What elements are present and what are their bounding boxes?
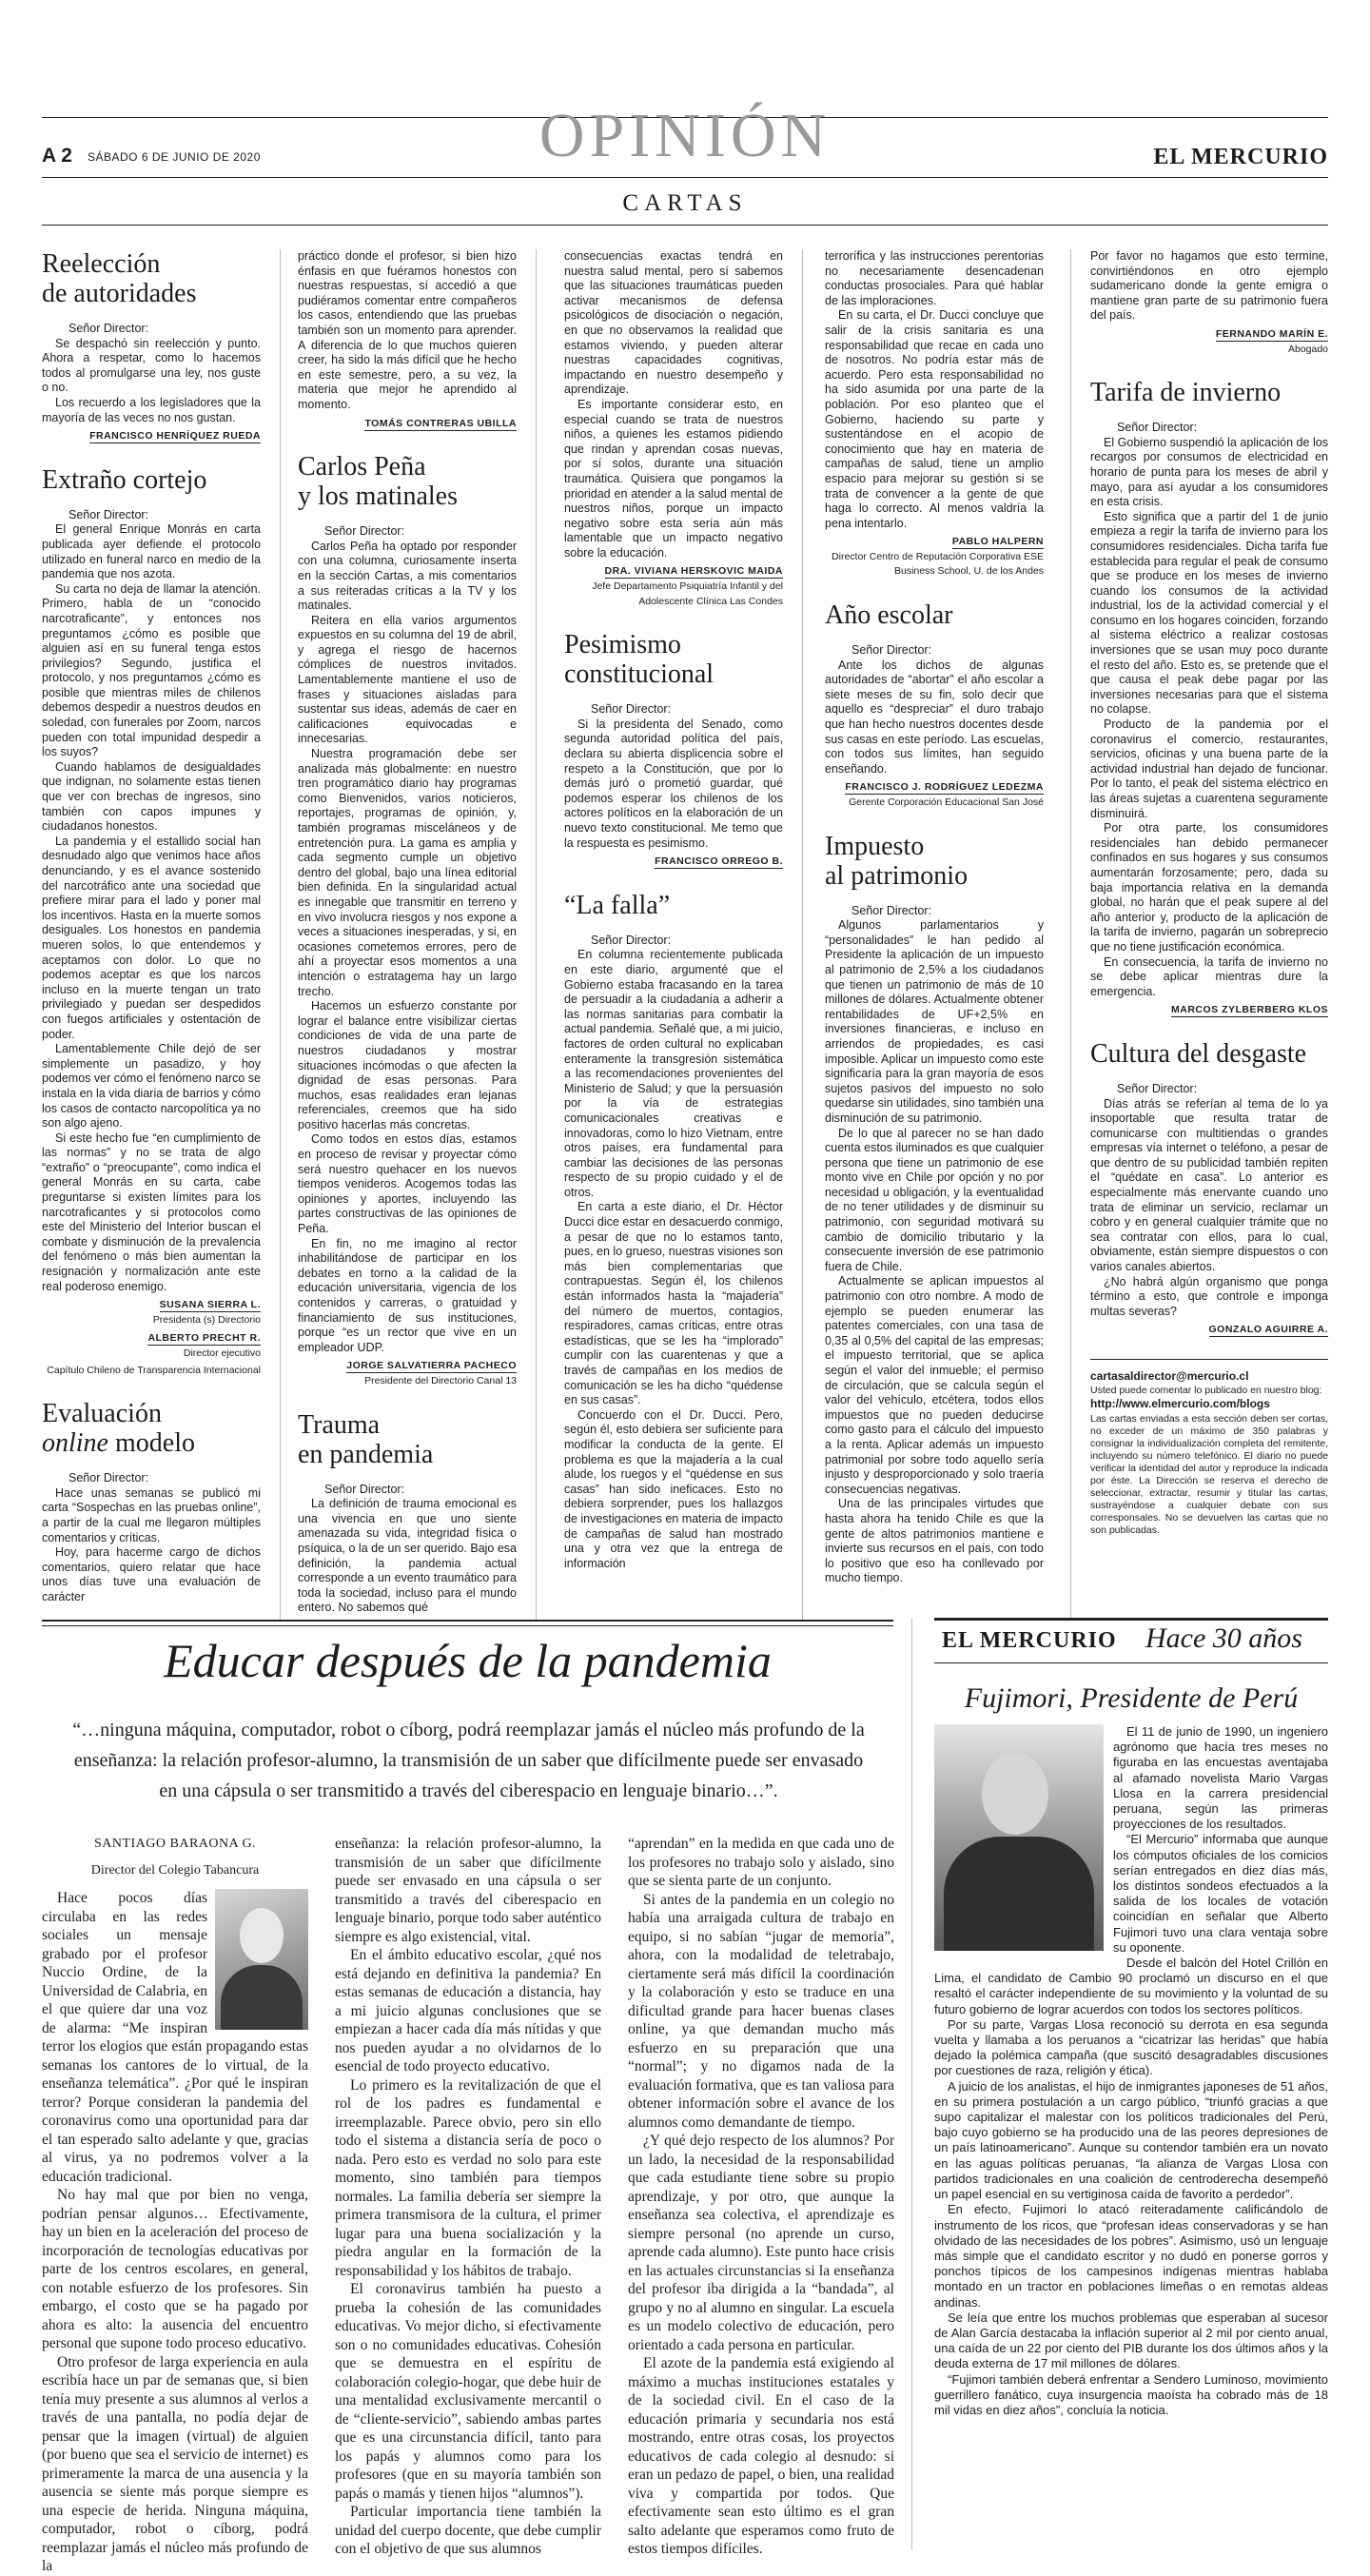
letter-title: Reelección de autoridades	[42, 249, 197, 308]
letter-title: Impuesto al patrimonio	[825, 831, 969, 891]
letter-signature: FRANCISCO ORREGO B.	[655, 855, 783, 868]
letter-salute: Señor Director:	[68, 507, 149, 521]
hace-paragraph: Se leía que entre los muchos problemas que esperaban al sucesor de Alan García destacaba la inflación superior al 2 mil por ciento anual, una caída de un 22 por ciento del PIB durante los dos últimos años y la deuda externa de 17 mil millones de dólares.	[934, 2310, 1328, 2371]
contact-box	[1090, 1369, 1328, 1537]
page-number: A 2	[42, 145, 72, 167]
page-date: SÁBADO 6 DE JUNIO DE 2020	[88, 150, 261, 164]
fujimori-photo	[934, 1724, 1104, 1951]
letter-extrano	[42, 465, 261, 1378]
letter-paragraph: En su carta, el Dr. Ducci concluye que salir de la crisis sanitaria es una responsabilidad que recae en cada uno de nosotros. No podría estar más de acuerdo. Pero esta responsabilidad no ha sido asumida por una parte de la población. Por eso planteo que el Gobierno, haciendo su parte y sustentándose en el acopio de conocimiento que hay en materia de campañas de salud, tiene un amplio espacio para mejorar su gestión si se trata de convencer a la gente de que haga lo correcto. Al menos valdría la pena intentarlo.	[825, 308, 1044, 530]
letters-column-5	[1090, 249, 1328, 1537]
contact-email[interactable]: cartasaldirector@mercurio.cl	[1090, 1369, 1249, 1383]
letter-paragraph: consecuencias exactas tendrá en nuestra salud mental, pero sí sabemos que las situaciones traumáticas pueden activar mecanismos de defensa psicológicos de disociación o negación, en que no observamos la realidad que estamos viviendo, y pueden alterar nuestras capacidades cognitivas, impactando en nuestro desempeño y aprendizaje.	[564, 249, 783, 397]
letter-pena	[298, 452, 517, 1388]
hace-text	[934, 1724, 1328, 2418]
letter-role: Abogado	[1287, 343, 1328, 355]
letter-paragraph: Algunos parlamentarios y “personalidades” le han pedido al Presidente la aplicación de un impuesto al patrimonio de 2,5% a los ciudadanos que tienen un patrimonio de más de 10 millones de dólares. Actualmente obtener rentabilidades de UF+2,5% en inversiones financieras, e incluso en arriendos de propiedades, es casi imposible. Aplicar un impuesto como este significaría para la gran mayoría de esos sujetos pasivos del impuesto no solo quedarse sin utilidades, sino también una disminución de su patrimonio.	[825, 918, 1045, 1125]
hace-paragraph: El 11 de junio de 1990, un ingeniero agrónomo que hacía tres meses no figuraba en las encuestas aventajaba al afamado novelista Mario Vargas Llosa en la carrera presidencial peruana, según las primeras proyecciones de los resultados.	[1113, 1724, 1328, 1832]
letter-paragraph: En carta a este diario, el Dr. Héctor Ducci dice estar en desacuerdo conmigo, a pesar de que no lo estamos tanto, pues, en lo grueso, nuestras visiones son más bien complementarias que contrapuestas. Según él, los chilenos están informados hasta la “majadería” del número de muertos, contagios, respiradores, camas críticas, entre otras estadísticas, que se les ha “implorado” cumplir con las cuarentenas y que a través de campañas en los medios de comunicación se les ha dicho “quédense en sus casas”.	[564, 1200, 783, 1407]
letter-paragraph: Es importante considerar esto, en especial cuando se trata de nuestros niños, a quienes les estamos pidiendo que rindan y aprendan cosas nuevas, por sí solos, durante una situación traumática. Quisiera que pongamos la prioridad en atender a la salud mental de nuestros niños, porque un impacto negativo sobre esta sería aún más lamentable que un impacto negativo sobre la educación.	[564, 397, 783, 560]
letter-paragraph: Si este hecho fue “en cumplimiento de las normas” y no se trata de algo “extraño” o “preocupante”, como indica el general Monrás en su carta, cabe preguntarse si existen límites para los narcotraficantes y si protocolos como este del Ministerio del Interior buscan el combate y disminución de la prevalencia del fenómeno o más bien aumentan la resignación y normalización ante este real poderoso enemigo.	[42, 1131, 261, 1293]
letter-salute: Señor Director:	[591, 702, 672, 717]
letter-salute: Señor Director:	[1117, 421, 1198, 435]
letters-column-4	[825, 249, 1044, 1607]
photo-body	[221, 1965, 303, 2030]
hace-paragraph: “El Mercurio” informaba que aunque los cómputos oficiales de los comicios serían entregados en diez días más, los distintos sondeos efectuados a la salida de los locales de votación coincidían en señalar que Alberto Fujimori tuvo una clara ventaja sobre su oponente.	[1113, 1832, 1328, 1955]
letter-paragraph: terrorífica y las instrucciones perentorias no necesariamente desencadenan conductas prosociales. Para qué hablar de las imploraciones.	[825, 249, 1044, 307]
editorial-paragraph: ¿Y qué dejo respecto de los alumnos? Por un lado, la necesidad de la responsabilidad que cada estudiante tiene sobre su propio aprendizaje, y por otro, que aunque la enseñanza sea colectiva, el aprendizaje es siempre personal (no aprende un curso, aprende cada alumno). Este punto hace crisis en las actuales circunstancias si la enseñanza del profesor iba dirigida a la “bandada”, al grupo y no al alumno en singular. La escuela es un modelo colectivo de educación, pero orientado a cada persona en particular.	[628, 2133, 894, 2353]
letter-paragraph: Carlos Peña ha optado por responder con una columna, curiosamente inserta en la sección Cartas, a mis comentarios a sus reiteradas críticas a la TV y los matinales.	[298, 539, 517, 613]
letter-cultura	[1090, 1039, 1328, 1338]
contact-rule	[1090, 1359, 1328, 1360]
letter-signature: GONZALO AGUIRRE A.	[1208, 1324, 1328, 1336]
letter-evaluacion-continued	[298, 249, 517, 431]
letter-paragraph: práctico donde el profesor, si bien hizo énfasis en que fuéramos honestos con nuestras respuestas, sí accedió a que pudiéramos comentar entre compañeros los casos, entendiendo que las pruebas también son un momento para aprender. A diferencia de lo que muchos quieren creer, ha sido la más difícil que he hecho en este semestre, pero, a su vez, la materia que mejor he aprendido al momento.	[298, 249, 517, 411]
letter-paragraph: La definición de trauma emocional es una vivencia en que uno siente amenazada su vida, integridad física o psíquica, o la de un ser querido. Bajo esa definición, la pandemia actual corresponde a un evento traumático para toda la sociedad, incluso para el mundo entero. No sabemos qué	[298, 1497, 518, 1615]
editorial-paragraph: enseñanza: la relación profesor-alumno, la transmisión de un saber que difícilmente puede ser envasado en una cápsula o ser transmitido a través del ciberespacio en lenguaje binario, porque todo saber auténtico siempre es algo existencial, vital.	[335, 1836, 601, 1945]
editorial-paragraph: El azote de la pandemia está exigiendo al máximo a muchas instituciones estatales y de la sociedad civil. En el caso de la educación primaria y secundaria nos está mostrando, entre otras cosas, los proyectos educativos de cada colegio al desnudo: si eran un pedazo de papel, o bien, una realidad viva y compartida por todos. Que efectivamente sean esto último es el gran salto adelante que esperamos como fruto de estos tiempos difíciles.	[628, 2355, 894, 2557]
hace-masthead: EL MERCURIO	[942, 1628, 1117, 1653]
letter-paragraph: Esto significa que a partir del 1 de junio empieza a regir la tarifa de invierno para los consumidores residenciales. Dicha tarifa fue establecida para regular el peak de consumo que se produce en los meses de invierno cuando los consumos de la actividad industrial, los de la actividad comercial y el consumo en los hogares coinciden, forzando al sistema eléctrico a realizar costosas inversiones que se usan muy poco durante el resto del año. Esto es, se pretende que el que causa el peak debe pagar por las inversiones necesarias para que el sistema no colapse.	[1090, 509, 1328, 717]
letter-paragraph: Por favor no hagamos que esto termine, convirtiéndonos en otro ejemplo sudamericano donde la gente emigra o mantiene gran parte de su patrimonio fuera del país.	[1090, 249, 1328, 323]
letters-column-1	[42, 249, 261, 1626]
letter-paragraph: El Gobierno suspendió la aplicación de los recargos por consumos de electricidad en horario de punta para los meses de abril y mayo, para así ayudar a los consumidores en esta crisis.	[1090, 435, 1328, 509]
editorial-paragraph: No hay mal que por bien no venga, podrían pensar algunos… Efectivamente, hay un bien en la aceleración del proceso de incorporación de tecnologías educativas por parte de los centros escolares, en general, con notable esfuerzo de los profesores. Sin embargo, el costo que se ha pagado por ahora es alto: la ausencia del encuentro personal que supone todo proceso educativo.	[42, 2187, 308, 2351]
letter-paragraph: En fin, no me imagino al rector inhabilitándose de participar en los debates en torno a la calidad de la educación universitaria, vigencia de los contenidos y carreras, o gratuidad y financiamiento de sus instituciones, porque “es un rector que vive en un empleador UDP.	[298, 1236, 517, 1354]
editorial-paragraph: En el ámbito educativo escolar, ¿qué nos está dejando en definitiva la pandemia? En estas semanas de educación a distancia, hay a mi juicio algunas conclusiones que se empiezan a hacer cada día más nítidas y que nos pueden ayudar a no olvidarnos de lo esencial de todo proyecto educativo.	[335, 1947, 601, 2075]
hace-paragraph: “Fujimori también deberá enfrentar a Sendero Luminoso, movimiento guerrillero fanático, cuya insurgencia maoísta ha cobrado más de 18 mil vidas en diez años”, concluía la noticia.	[934, 2371, 1328, 2417]
letter-role: Director Centro de Reputación Corporativa ESE Business School, U. de los Andes	[832, 550, 1044, 578]
letter-title: Pesimismo constitucional	[564, 630, 714, 690]
photo-face	[240, 1908, 284, 1963]
letter-salute: Señor Director:	[851, 903, 932, 917]
letter-paragraph: Hacemos un esfuerzo constante por lograr el balance entre visibilizar ciertas condiciones de vida de una parte de nuestros ciudadanos y mostrar situaciones incómodas o que afecten la dignidad de esas personas. Para muchos, esas realidades eran lejanas referenciales, creemos que ha sido positivo hacerlas más concretas.	[298, 999, 517, 1131]
letter-signature: FERNANDO MARÍN E.	[1215, 327, 1328, 340]
hace-header	[934, 1618, 1328, 1663]
letter-paragraph: En consecuencia, la tarifa de invierno no se debe aplicar mientras dure la emergencia.	[1090, 954, 1328, 998]
letter-paragraph: Cuando hablamos de desigualdades que indignan, no solamente estas tienen que ver con brechas de ingresos, sino también con capos impunes y ciudadanos honestos.	[42, 759, 261, 834]
letter-falla	[564, 891, 783, 1572]
column-rule	[802, 249, 803, 1620]
hace-paragraph: A juicio de los analistas, el hijo de inmigrantes japoneses de 51 años, en su primera postulación a un cargo público, “triunfó gracias a que supo capitalizar el malestar con los políticos tradicionales del Perú, bajo cuyo gobierno se ha producido una de las peores depresiones de un país latinoamericano”. Aunque su contendor también era un novato en las aguas políticas peruanas, “la alianza de Vargas Llosa con partidos tradicionales en una coalición de centroderecha desempeñó un papel esencial en su vertiginosa caída de favorito a perdedor”.	[934, 2078, 1328, 2202]
letter-paragraph: Producto de la pandemia por el coronavirus el comercio, restaurantes, servicios, oficinas y una buena parte de la actividad industrial han dejado de funcionar. Por lo tanto, el peak del sistema eléctrico en las áreas sujetas a cuarentena seguramente disminuirá.	[1090, 718, 1328, 820]
letter-signature: FRANCISCO HENRÍQUEZ RUEDA	[89, 430, 261, 442]
letter-paragraph: La pandemia y el estallido social han desnudado algo que venimos hace años denunciando, y es el avance sostenido del narcotráfico ante una sociedad que prefiere mirar para el lado y poner mal los incentivos. Hasta en la muerte somos desiguales. Los honestos en pandemia mueren solos, lo que entendemos y aceptamos con dolor. Lo que no podemos aceptar es que los narcos incluso en la muerte tengan un trato privilegiado y puedan ser despedidos con fuegos artificiales y ostentación de poder.	[42, 834, 261, 1041]
hace-paragraph: Por su parte, Vargas Llosa reconoció su derrota en esa segunda vuelta y llamaba a los peruanos a “cicatrizar las heridas” que había dejado la polémica campaña (que suscitó desagradables discusiones por cuestiones de raza, religión y ética).	[934, 2016, 1328, 2078]
letter-falla-continued	[825, 249, 1044, 580]
letter-title: “La falla”	[564, 890, 671, 920]
letter-paragraph: ¿No habrá algún organismo que ponga término a esto, que controle e imponga multas severas?	[1090, 1274, 1328, 1318]
letter-paragraph: Actualmente se aplican impuestos al patrimonio con otro nombre. A modo de ejemplo se pueden enumerar las patentes comerciales, con una tasa de 0,35 al 0,5% del capital de las empresas; el impuesto territorial, que se aplica según el valor del inmueble; el permiso de circulación, que se calcula según el valor del vehículo, etcétera, todos ellos impuestos que no pueden deducirse como gasto para el cálculo del impuesto a la renta. Aplicar además un impuesto patrimonial por sobre todo aquello sería injusto y desproporcionado y solo traería consecuencias negativas.	[825, 1274, 1044, 1496]
letter-tarifa	[1090, 378, 1328, 1018]
letter-paragraph: Como todos en estos días, estamos en proceso de revisar y proyectar cómo será nuestro quehacer en los nuevos tiempos venideros. Acogemos todas las opiniones y aportes, incluyendo las partes constructivas de las opiniones de Peña.	[298, 1132, 517, 1236]
letter-title: Tarifa de invierno	[1090, 378, 1282, 408]
editorial-column-1	[42, 1835, 308, 2576]
letter-reeleccion	[42, 249, 261, 444]
author-photo	[215, 1889, 308, 2030]
letters-column-2	[298, 249, 517, 1637]
letter-salute: Señor Director:	[324, 524, 405, 539]
letter-signature: ALBERTO PRECHT R.	[147, 1332, 261, 1345]
letter-paragraph: Días atrás se referían al tema de lo ya insoportable que resulta tratar de comunicarse con multitiendas o grandes empresas vía internet o teléfono, a pesar de que dentro de su publicidad también repiten el “quédate en casa”. Lo anterior es especialmente más enervante cuando uno trata de eliminar un servicio, reclamar un cobro y en general cualquier trámite que no sea contratar con ellos, para lo cual, obviamente, están siempre dispuestos o con varios canales abiertos.	[1090, 1096, 1328, 1274]
letter-role: Presidente del Directorio Canal 13	[364, 1374, 517, 1386]
author-role: Director del Colegio Tabancura	[90, 1862, 260, 1878]
author-name: SANTIAGO BARAONA G.	[93, 1837, 257, 1851]
letter-signature: PABLO HALPERN	[951, 536, 1044, 548]
editorial-rule-top-thin	[42, 1625, 893, 1626]
header-rule-bottom	[42, 225, 1328, 226]
letter-evaluacion	[42, 1399, 261, 1604]
letter-title: Extraño cortejo	[42, 464, 207, 495]
letter-title: Evaluación online modelo	[42, 1399, 195, 1459]
editorial-paragraph: Particular importancia tiene también la unidad del cuerpo docente, que debe cumplir con el objetivo de que sus alumnos	[335, 2504, 601, 2557]
letter-role: Jefe Departamento Psiquiatría Infantil y del Adolescente Clínica Las Condes	[592, 580, 783, 607]
letter-paragraph: Ante los dichos de algunas autoridades de “abortar” el año escolar a siete meses de su fin, solo decir que aquello es “despreciar” el duro trabajo que han hecho nuestros docentes desde sus casas en este período. Las escuelas, con todos sus límites, han seguido enseñando.	[825, 658, 1044, 776]
editorial-rule-top	[42, 1620, 893, 1622]
letter-signature: SUSANA SIERRA L.	[159, 1299, 261, 1311]
letter-paragraph: Se despachó sin reelección y punto. Ahora a respetar, como lo hacemos todos al promulgarse una ley, nos guste o no.	[42, 336, 261, 395]
letter-paragraph: Si la presidenta del Senado, como segunda autoridad política del país, declara su abierta displicencia sobre el respeto a la Constitución, que por lo demás juró o prometió guardar, qué podemos esperar los chilenos de los actores políticos en la elaboración de un nuevo texto constitucional. Me temo que la respuesta es pesimismo.	[564, 717, 783, 850]
letter-impuesto-continued	[1090, 249, 1328, 357]
letter-paragraph: Lamentablemente Chile dejó de ser simplemente un pasadizo, y hoy podemos ver cómo el fenómeno narco se instala en la vida diaria de barrios y cómo los casos de contacto narcopolítica ya no son algo ajeno.	[42, 1042, 261, 1131]
letter-paragraph: Hace unas semanas se publicó mi carta “Sospechas en las pruebas online”, a partir de la cual me llegaron múltiples comentarios y críticas.	[42, 1485, 261, 1544]
letter-signature: TOMÁS CONTRERAS UBILLA	[364, 417, 517, 429]
contact-blog-link[interactable]: http://www.elmercurio.com/blogs	[1090, 1396, 1270, 1410]
column-rule	[911, 1618, 912, 2550]
letter-salute: Señor Director:	[591, 933, 672, 947]
letter-trauma-continued	[564, 249, 783, 609]
letter-salute: Señor Director:	[324, 1482, 405, 1496]
letter-signature: FRANCISCO J. RODRÍGUEZ LEDEZMA	[845, 781, 1044, 794]
letter-paragraph: Una de las principales virtudes que hasta ahora ha tenido Chile es que la gente de altos patrimonios mantiene e invierte sus recursos en el país, con todo lo positivo que eso ha conllevado por mucho tiempo.	[825, 1497, 1044, 1585]
hace-script-title: Hace 30 años	[1145, 1622, 1302, 1654]
letter-paragraph: En columna recientemente publicada en este diario, argumenté que el Gobierno estaba fracasando en la tarea de persuadir a la ciudadanía a adherir a las normas sanitarias para combatir la actual pandemia. Señalé que, a mi juicio, factores de orden cultural no explicaban enteramente la transgresión sistemática a las recomendaciones provenientes del Ministerio de Salud; y que la persuasión por la vía de estrategias comunicacionales creativas e innovadoras, como lo hizo Vietnam, entre otros países, era fundamental para cambiar las decisiones de las personas respecto de su propio cuidado y el de otros.	[564, 948, 783, 1199]
letter-paragraph: Concuerdo con el Dr. Ducci. Pero, según él, esto debiera ser suficiente para modificar la conducta de la gente. El problema es que la majadería a la cual alude, los ruegos y el “quédense en sus casas” han sido ineficaces. Esto no debiera sorprender, pues los hallazgos de investigaciones en materia de impacto de campañas de salud han mostrado una y otra vez que la entrega de información	[564, 1407, 783, 1570]
letter-impuesto	[825, 832, 1044, 1586]
editorial-paragraph: “aprendan” en la medida en que cada uno de los profesores no trabajo solo y aislado, sino que se sienta parte de un conjunto.	[628, 1836, 894, 1889]
letter-paragraph: Su carta no deja de llamar la atención. Primero, habla de un “conocido narcotraficante”, y entonces nos preguntamos ¿cómo es posible que alguien así en su funeral tenga estos privilegios? Segundo, justifica el protocolo, y nos preguntamos ¿cómo es posible que mientras miles de chilenos debemos despedir a nuestros deudos en soledad, con funerales por Zoom, narcos pueden con total impunidad despedir a los suyos?	[42, 581, 261, 759]
letter-role: Director ejecutivo	[183, 1347, 261, 1359]
letter-title: Carlos Peña y los matinales	[298, 452, 458, 512]
contact-comment-label: Usted puede comentar lo publicado en nuestro blog:	[1090, 1384, 1322, 1396]
letter-salute: Señor Director:	[1117, 1081, 1198, 1095]
letter-signature: MARCOS ZYLBERBERG KLOS	[1170, 1004, 1328, 1016]
contact-notice: Las cartas enviadas a esta sección deben ser cortas, no exceder de un máximo de 350 palabras y consignar la individualización completa del remitente, incluyendo su número telefónico. El diario no puede verificar la identidad del autor y reproduce la indicada por éste. La Dirección se reserva el derecho de seleccionar, extractar, resumir y titular las cartas, sustrayéndose a cualquier debate con sus corresponsales. No se devuelven las cartas que no son publicadas.	[1090, 1413, 1328, 1537]
photo-body	[944, 1837, 1094, 1951]
letter-salute: Señor Director:	[68, 322, 149, 335]
header-rule-mid	[42, 177, 1328, 178]
letter-paragraph: Por otra parte, los consumidores residenciales han debido permanecer confinados en sus hogares y sus consumos aumentarán forzosamente; pero, dada su baja importancia relativa en la demanda global, no harán que el peak supere al del año anterior y, producto de la aplicación de la tarifa de invierno, pagarán un sobreprecio que no tiene justificación económica.	[1090, 821, 1328, 954]
letter-role: Gerente Corporación Educacional San José	[849, 796, 1044, 808]
column-rule	[1070, 249, 1071, 1620]
letter-title: Trauma en pandemia	[298, 1409, 434, 1469]
letter-pesimismo	[564, 630, 783, 870]
letter-paragraph: Reitera en ella varios argumentos expuestos en su columna del 19 de abril, y agrega el riesgo de hacernos cómplices de nuestros invitados. Lamentablemente mantiene el uso de frases y situaciones aisladas para sustentar sus ideas, además de caer en calificaciones equivocadas e innecesarias.	[298, 613, 517, 746]
column-rule	[280, 249, 281, 1620]
editorial-column-3	[628, 1835, 894, 2559]
hace-paragraph: En efecto, Fujimori lo atacó reiteradamente calificándolo de instrumento de los ricos, que “profesan ideas conservadoras y se han olvidado de las necesidades de los pobres”. Asimismo, usó un lenguaje más simple que el candidato escritor y no dudó en ponerse gorros y ponchos típicos de los campesinos indígenas mientras hablaba montado en un tractor en poblaciones limeñas o en remotas aldeas andinas.	[934, 2202, 1328, 2310]
masthead: EL MERCURIO	[1153, 145, 1328, 169]
letter-paragraph: De lo que al parecer no se han dado cuenta estos iluminados es que cualquier persona que tiene un patrimonio de ese monto vive en Chile por opción y no por necesidad u obligación, y la eventualidad de no tener utilidades y de disminuir su patrimonio, con seguridad motivará su cambio de domicilio tributario y la consecuente inversión de ese patrimonio fuera de Chile.	[825, 1126, 1044, 1273]
hace-title: Fujimori, Presidente de Perú	[964, 1682, 1299, 1714]
letter-paragraph: Los recuerdo a los legisladores que la mayoría de las veces no nos gustan.	[42, 395, 261, 424]
letter-trauma	[298, 1410, 517, 1616]
editorial-title: Educar después de la pandemia	[164, 1634, 772, 1687]
letters-column-3	[564, 249, 783, 1592]
letter-role: Presidenta (s) Directorio	[152, 1313, 261, 1326]
hace-30-anos-box	[934, 1618, 1328, 2418]
letter-org: Capítulo Chileno de Transparencia Internacional	[47, 1364, 261, 1376]
letter-title: Año escolar	[825, 600, 953, 631]
letter-paragraph: El general Enrique Monrás en carta publicada ayer defiende el protocolo utilizado en funeral narco en medio de la pandemia que nos azota.	[42, 522, 261, 581]
column-rule	[536, 249, 537, 1620]
editorial-paragraph: Otro profesor de larga experiencia en aula escribía hace un par de semanas que, si bien tenía muy presente a sus alumnos al verlos a través de una pantalla, no podía dejar de pensar que la imagen (virtual) de alguien (por bueno que sea el servicio de internet) es primeramente la marca de una ausencia y la ausencia se siente más porque siempre es una especie de herida. Ninguna máquina, computador, robot o cíborg, podrá reemplazar jamás el núcleo más profundo de la	[42, 2353, 308, 2574]
letter-salute: Señor Director:	[851, 643, 932, 658]
editorial-paragraph: Hace pocos días circulaba en las redes sociales un mensaje grabado por el profesor Nuccio Ordine, de la Universidad de Calabria, en el que quiere dar una voz de alarma: “Me inspiran terror los elogios que están propagando estas semanas los cantores de lo virtual, de la enseñanza telemática”. ¿Por qué le inspiran terror? Porque consideran la pandemia del coronavirus como una oportunidad para dar el tan esperado salto adelante y que, gracias al virus, ya no podremos volver a la educación tradicional.	[42, 1890, 308, 2185]
subsection-title: CARTAS	[622, 190, 748, 216]
photo-face	[982, 1753, 1048, 1835]
letter-paragraph: Hoy, para hacerme cargo de dichos comentarios, quiero relatar que hace unos días tuve una evaluación de carácter	[42, 1545, 261, 1603]
editorial-paragraph: Lo primero es la revitalización de que el rol de los padres es fundamental e irreemplazable. Parece obvio, pero sin ello todo el sistema a distancia sería de poco o nada. Pero esto es verdad no solo para este momento, sino también para tiempos normales. La familia debería ser siempre la primera transmisora de la cultura, el primer lugar para una buena socialización y la piedra angular en la formación de la responsabilidad y los hábitos de trabajo.	[335, 2076, 601, 2279]
section-title: OPINIÓN	[538, 101, 832, 170]
letter-signature: DRA. VIVIANA HERSKOVIC MAIDA	[604, 565, 783, 578]
letter-signature: JORGE SALVATIERRA PACHECO	[346, 1360, 517, 1372]
editorial-paragraph: El coronavirus también ha puesto a prueba la cohesión de las comunidades educativas. Vo mejor dicho, si efectivamente son o no comunidades educativas. Cohesión que se demuestra en el espíritu de colaboración colegio-hogar, que debe huir de una mentalidad exclusivamente mercantil o de “cliente-servicio”, sabiendo ambas partes que es una circunstancia difícil, tanto para los papás y alumnos como para los profesores (que en su mayoría también son papás o mamás y tienen hijos “alumnos”).	[335, 2281, 601, 2502]
editorial-column-2	[335, 1835, 601, 2559]
letter-paragraph: Nuestra programación debe ser analizada más globalmente: en nuestro tren programático diario hay programas como Bienvenidos, varios noticieros, reportajes, programas de opinión, y, también programas misceláneos y de entretención pura. La gama es amplia y cada segmento cumple un objetivo dentro del global, bajo una línea editorial bien definida. En la singularidad actual es innegable que transmitir en terreno y en vivo involucra riesgos y nos expone a veces a situaciones inesperadas, y si, en ocasiones cometemos errores, pero de ahí a proyectar esos momentos a una intención o estratagema hay un largo trecho.	[298, 747, 517, 998]
editorial-pull-quote: “…ninguna máquina, computador, robot o cíborg, podrá reemplazar jamás el núcleo más profundo de la enseñanza: la relación profesor-alumno, la transmisión de un saber que difícilmente puede ser envasado en una cápsula o ser transmitido a través del ciberespacio en lenguaje binario…”.	[72, 1720, 865, 1801]
editorial-paragraph: Si antes de la pandemia en un colegio no había una arraigada cultura de trabajo en equipo, si no sabían “jugar de memoria”, ahora, con la modalidad de teletrabajo, ciertamente será más difícil la coordinación y la colaboración y esto se traduce en una dificultad grande para hacer buenas clases online, ya que demandan mucho más esfuerzo en su preparación que una “normal”; y no digamos nada de la evaluación formativa, que es tan valiosa para obtener información sobre el avance de los alumnos como demandante de tiempo.	[628, 1891, 894, 2131]
letter-title: Cultura del desgaste	[1090, 1038, 1307, 1069]
letter-escolar	[825, 600, 1044, 811]
letter-salute: Señor Director:	[68, 1471, 149, 1485]
hace-paragraph: Desde el balcón del Hotel Crillón en Lima, el candidato de Cambio 90 proclamó un discurso en el que resaltó el carácter independiente de su movimiento y la voluntad de su futuro gobierno de lograr acuerdos con todos los sectores políticos.	[934, 1956, 1328, 2016]
